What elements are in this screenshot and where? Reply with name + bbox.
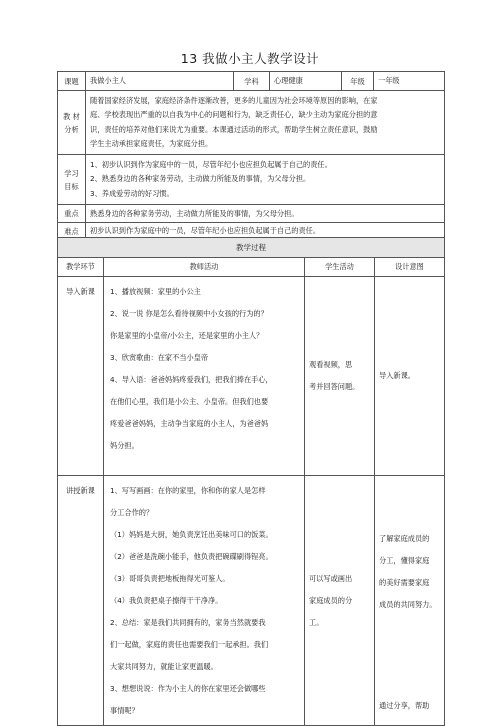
teacher-line: 1、写写画画：在你的家里，你和你的家人是怎样 — [110, 486, 266, 495]
col-student: 学生活动 — [305, 258, 375, 277]
teacher-line: 分工合作的？ — [110, 508, 154, 517]
teacher-line: 疼爱爸爸妈妈，主动争当家庭的小主人，为爸爸妈 — [110, 419, 269, 428]
goals-row — [58, 155, 445, 205]
teacher-line: （2）爸爸是洗碗小能手，他负责把碗碟刷得锃亮。 — [110, 552, 273, 561]
lecture-intent-more: 通过分享，帮助 — [379, 701, 430, 710]
col-stage: 教学环节 — [58, 258, 104, 277]
teacher-line: 1、播放视频：家里的小公主 — [110, 287, 201, 296]
teacher-line: 3、想想说说：作为小主人的你在家里还会做哪些 — [110, 684, 266, 693]
grade-label: 年级 — [342, 72, 374, 91]
intro-stage: 导入新课 — [66, 287, 95, 296]
goal-item: 2、熟悉身边的各种家务劳动，主动做力所能及的事情，为父母分担。 — [90, 174, 311, 184]
col-teacher: 教师活动 — [104, 258, 305, 277]
teacher-line: 4、导入语：爸爸妈妈疼爱我们，把我们捧在手心， — [110, 375, 273, 384]
lecture-intent: 了解家庭成员的 分工，懂得家庭 的美好需要家庭 成员的共同努力。 通过分享，帮助 — [375, 476, 445, 726]
teacher-line: 2、总结：家是我们共同拥有的，家务当然就要我 — [110, 618, 266, 627]
process-columns-row — [58, 258, 445, 277]
lecture-stage: 讲授新课 — [66, 486, 95, 495]
teacher-line: 你是家里的小皇帝/小公主，还是家里的小主人？ — [110, 331, 264, 340]
lecture-row — [58, 476, 445, 726]
difficulty-label: 难点 — [58, 223, 86, 240]
page-title: 13 我做小主人教学设计 — [180, 51, 320, 66]
process-table — [57, 237, 445, 726]
process-header: 教学过程 — [58, 238, 445, 258]
grade-value: 一年级 — [374, 72, 445, 91]
intro-student: 观看视频，思 考并回答问题。 — [305, 277, 375, 476]
teacher-line: 事情呢？ — [110, 706, 139, 715]
teacher-line: 在他们心里，我们是小公主、小皇帝。但我们也要 — [110, 397, 269, 406]
goal-item: 3、养成爱劳动的好习惯。 — [90, 188, 174, 198]
key-point-label: 重点 — [58, 205, 86, 223]
analysis-label: 教 材 分析 — [58, 91, 86, 155]
subject-label: 学科 — [234, 72, 270, 91]
analysis-text: 随着国家经济发展，家庭经济条件逐渐改善，更多的儿童因为社会环境等原因的影响，在家 庭、学校表现出严重的以自我为中心的问题和行为，缺乏责任心，缺少主动为家庭分担的意 识，责任的培养对他们来说尤为重要。本课通过活动的形式，帮助学生树立责任意识，鼓励 学生主动承担家庭责任，为家庭分担。 — [86, 91, 445, 155]
teacher-line: （3）哥哥负责把地板拖得光可鉴人。 — [110, 574, 230, 583]
lecture-student: 可以写或画出 家庭成员的分 工。 — [305, 476, 375, 726]
teacher-line: 大家共同努力，就能让家更温暖。 — [110, 662, 218, 671]
teacher-line: （1）妈妈是大厨，她负责烹饪出美味可口的饭菜。 — [110, 530, 273, 539]
goal-item: 1、初步认识到作为家庭中的一员，尽管年纪小也应担负起属于自己的责任。 — [90, 159, 332, 169]
col-intent: 设计意图 — [375, 258, 445, 277]
teacher-line: 妈分担。 — [110, 441, 139, 450]
teacher-line: （4）我负责把桌子擦得干干净净。 — [110, 596, 223, 605]
teacher-line: 2、说一说 你是怎么看待视频中小女孩的行为的？ — [110, 309, 268, 318]
analysis-row — [58, 91, 445, 155]
topic-label: 课题 — [58, 72, 86, 91]
teacher-line: 3、欣赏歌曲：在家不当小皇帝 — [110, 353, 209, 362]
subject-value: 心理健康 — [270, 72, 342, 91]
intro-intent: 导入新课。 — [375, 277, 445, 476]
info-table — [57, 71, 445, 240]
topic-value: 我做小主人 — [86, 72, 234, 91]
teacher-line: 们一起做，家庭的责任也需要我们一起承担。我们 — [110, 640, 269, 649]
intro-teacher — [104, 277, 305, 476]
difficulty-text: 初步认识到作为家庭中的一员，尽管年纪小也应担负起属于自己的责任。 — [86, 223, 445, 240]
process-header-row — [58, 238, 445, 258]
goals-label: 学习 目标 — [58, 155, 86, 205]
intro-row — [58, 277, 445, 476]
goals-list — [86, 155, 445, 205]
key-point-row — [58, 205, 445, 223]
lecture-teacher — [104, 476, 305, 726]
key-point-text: 熟悉身边的各种家务劳动，主动做力所能及的事情，为父母分担。 — [86, 205, 445, 223]
topic-row — [58, 72, 445, 91]
